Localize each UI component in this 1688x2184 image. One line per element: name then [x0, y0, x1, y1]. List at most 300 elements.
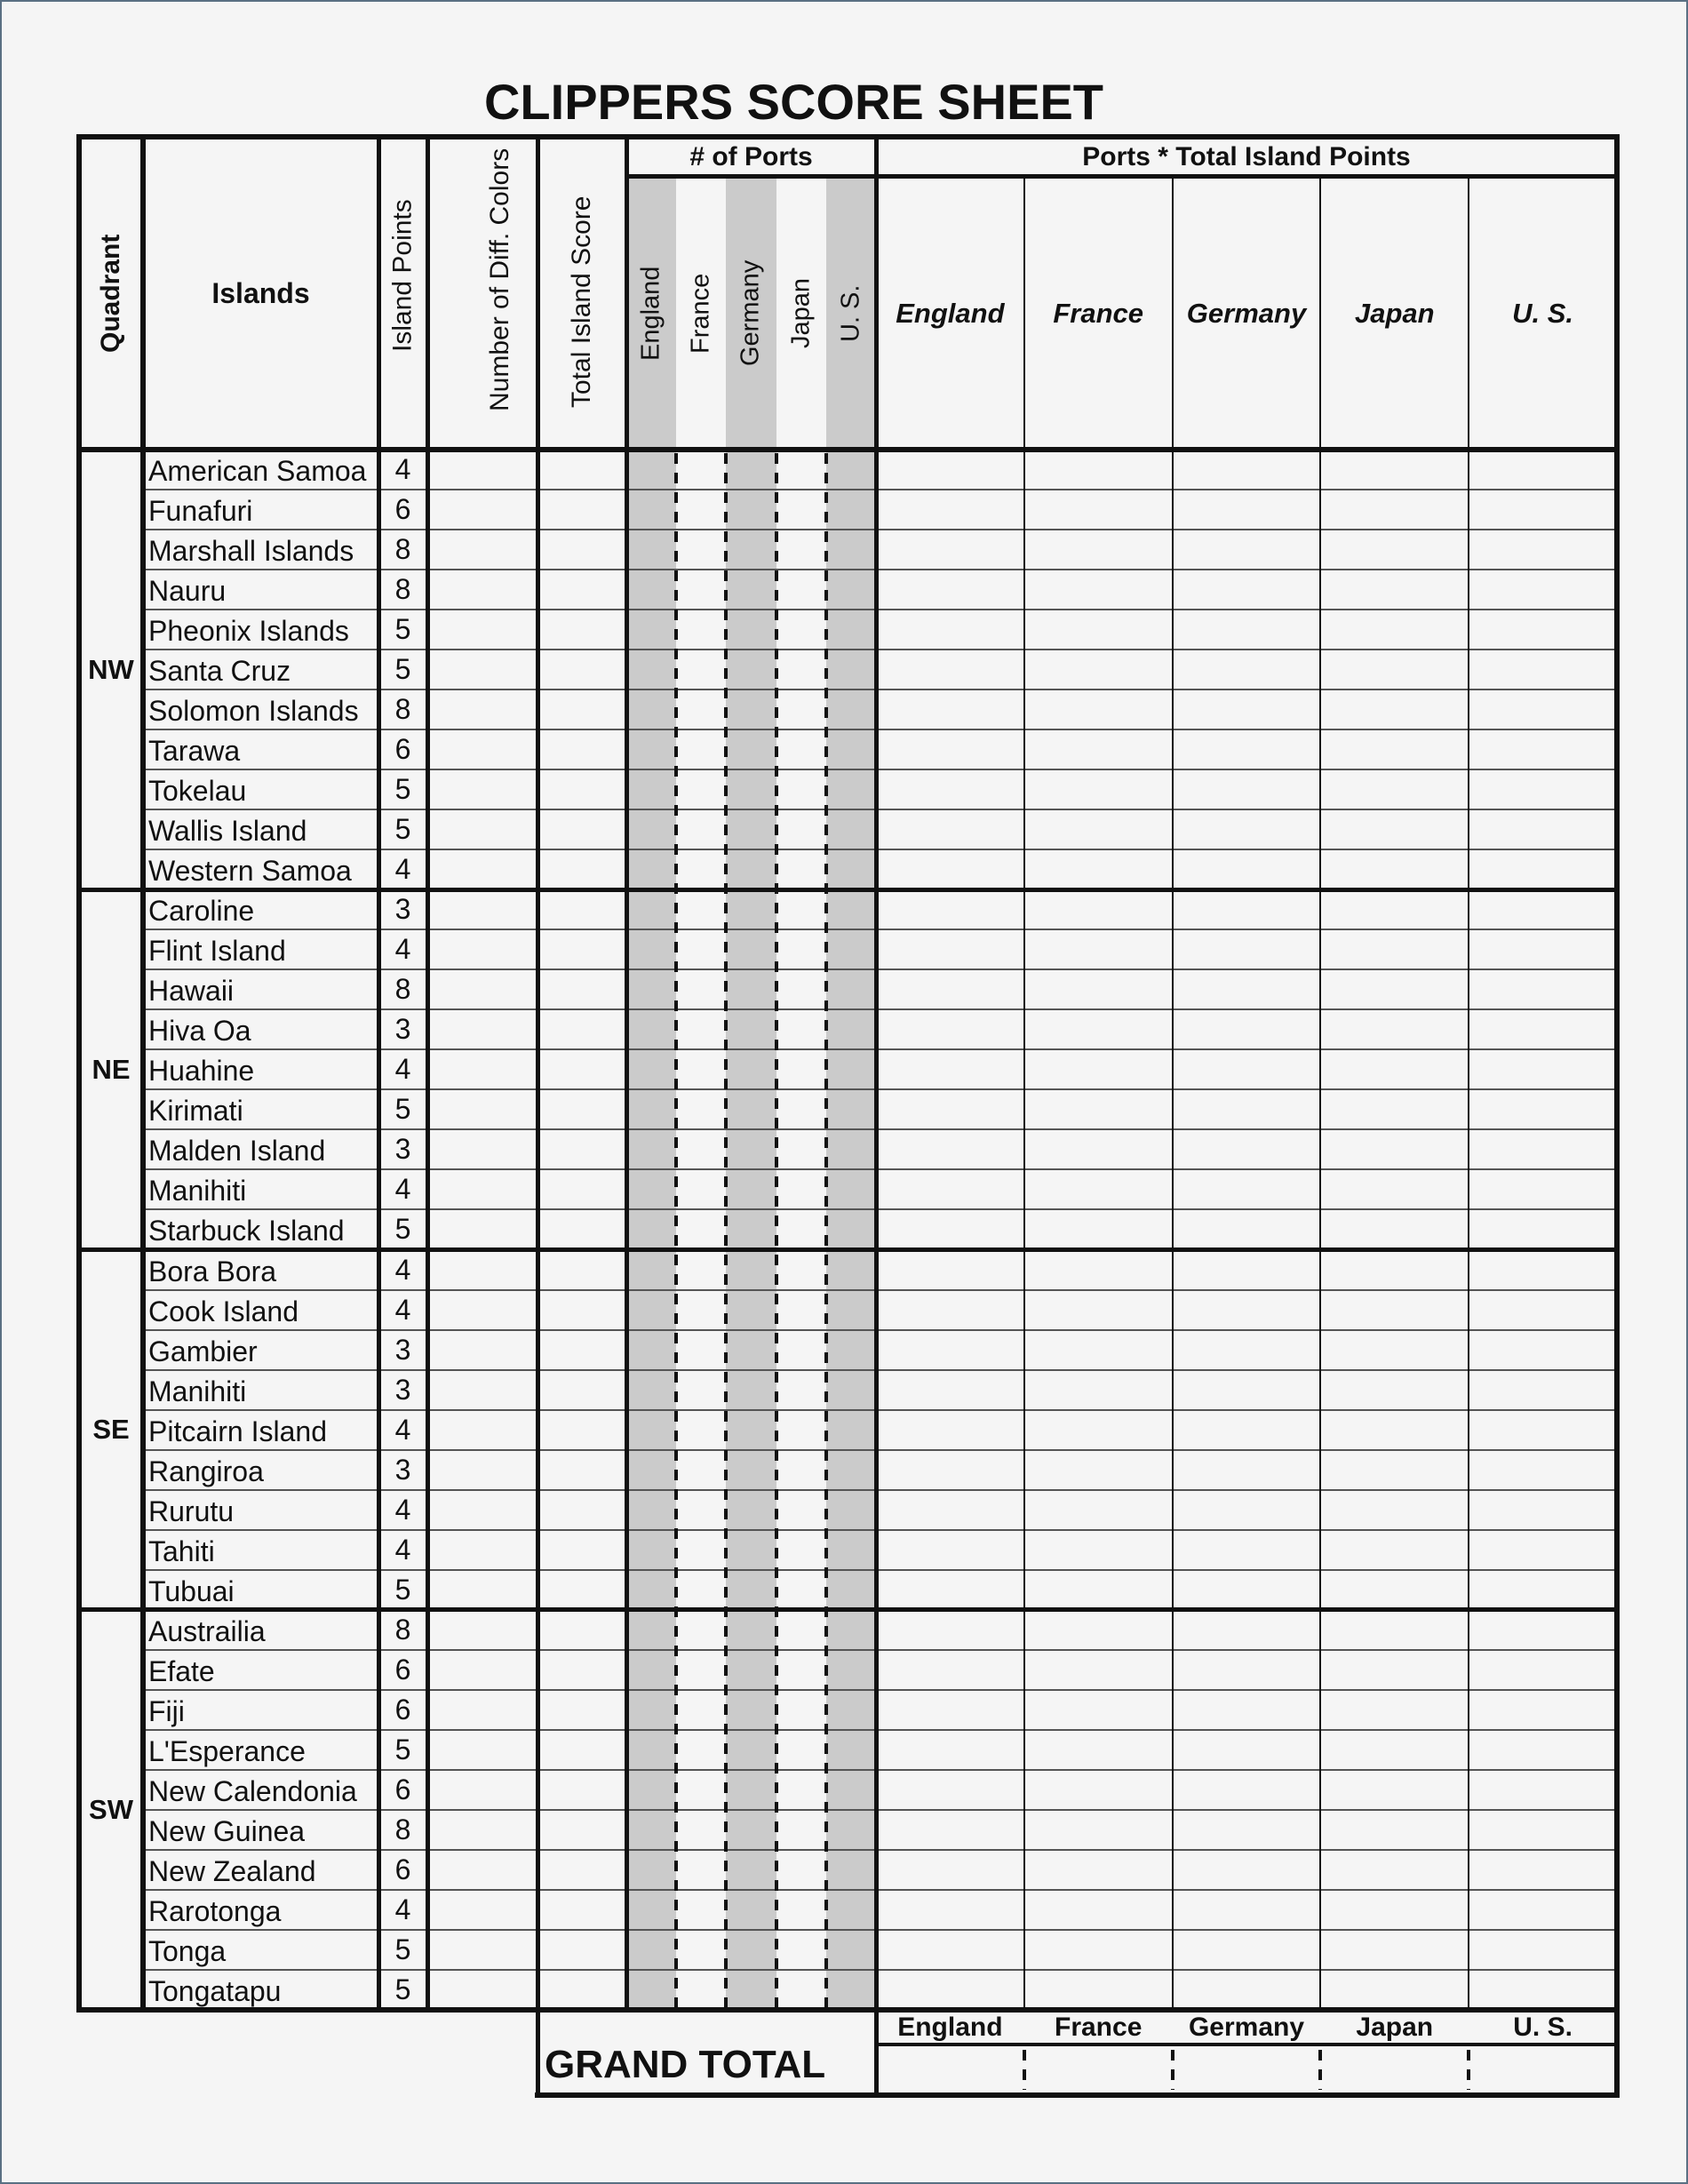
ports-entry-2[interactable]	[726, 1570, 776, 1610]
points-entry-0[interactable]	[876, 1530, 1024, 1570]
total-score-entry[interactable]	[537, 450, 626, 490]
points-entry-3[interactable]	[1320, 809, 1469, 849]
ports-entry-0[interactable]	[626, 1570, 676, 1610]
points-entry-3[interactable]	[1320, 1650, 1469, 1690]
points-entry-2[interactable]	[1173, 610, 1321, 650]
points-entry-0[interactable]	[876, 929, 1024, 969]
ports-entry-3[interactable]	[776, 1730, 826, 1770]
points-entry-3[interactable]	[1320, 1209, 1469, 1249]
ports-entry-4[interactable]	[826, 570, 876, 610]
total-score-entry[interactable]	[537, 1890, 626, 1930]
colors-entry[interactable]	[427, 1610, 537, 1650]
ports-entry-0[interactable]	[626, 1650, 676, 1690]
points-entry-3[interactable]	[1320, 1970, 1469, 2010]
ports-entry-2[interactable]	[726, 450, 776, 490]
ports-entry-3[interactable]	[776, 450, 826, 490]
ports-entry-4[interactable]	[826, 1009, 876, 1049]
ports-entry-0[interactable]	[626, 849, 676, 889]
ports-entry-3[interactable]	[776, 1009, 826, 1049]
points-entry-1[interactable]	[1024, 1129, 1173, 1169]
points-entry-3[interactable]	[1320, 1890, 1469, 1930]
ports-entry-4[interactable]	[826, 1250, 876, 1290]
ports-entry-1[interactable]	[676, 610, 726, 650]
points-entry-1[interactable]	[1024, 1690, 1173, 1730]
ports-entry-1[interactable]	[676, 1370, 726, 1410]
ports-entry-3[interactable]	[776, 689, 826, 729]
ports-entry-1[interactable]	[676, 1570, 726, 1610]
ports-entry-4[interactable]	[826, 1089, 876, 1129]
points-entry-2[interactable]	[1173, 1410, 1321, 1450]
ports-entry-4[interactable]	[826, 1570, 876, 1610]
points-entry-2[interactable]	[1173, 1690, 1321, 1730]
ports-entry-3[interactable]	[776, 1330, 826, 1370]
colors-entry[interactable]	[427, 1810, 537, 1850]
total-score-entry[interactable]	[537, 1970, 626, 2010]
points-entry-0[interactable]	[876, 1410, 1024, 1450]
ports-entry-0[interactable]	[626, 1930, 676, 1970]
colors-entry[interactable]	[427, 929, 537, 969]
points-entry-1[interactable]	[1024, 969, 1173, 1009]
points-entry-1[interactable]	[1024, 1290, 1173, 1330]
ports-entry-1[interactable]	[676, 450, 726, 490]
ports-entry-4[interactable]	[826, 1890, 876, 1930]
ports-entry-0[interactable]	[626, 570, 676, 610]
ports-entry-0[interactable]	[626, 1410, 676, 1450]
ports-entry-4[interactable]	[826, 650, 876, 689]
points-entry-1[interactable]	[1024, 1850, 1173, 1890]
ports-entry-1[interactable]	[676, 1129, 726, 1169]
points-entry-4[interactable]	[1469, 889, 1617, 929]
points-entry-1[interactable]	[1024, 1570, 1173, 1610]
ports-entry-4[interactable]	[826, 1930, 876, 1970]
ports-entry-4[interactable]	[826, 610, 876, 650]
points-entry-3[interactable]	[1320, 1570, 1469, 1610]
ports-entry-2[interactable]	[726, 1770, 776, 1810]
ports-entry-1[interactable]	[676, 1930, 726, 1970]
points-entry-4[interactable]	[1469, 1730, 1617, 1770]
points-entry-4[interactable]	[1469, 610, 1617, 650]
points-entry-2[interactable]	[1173, 1890, 1321, 1930]
ports-entry-3[interactable]	[776, 1610, 826, 1650]
ports-entry-3[interactable]	[776, 1410, 826, 1450]
points-entry-2[interactable]	[1173, 530, 1321, 570]
points-entry-3[interactable]	[1320, 1290, 1469, 1330]
ports-entry-2[interactable]	[726, 1410, 776, 1450]
points-entry-1[interactable]	[1024, 530, 1173, 570]
ports-entry-4[interactable]	[826, 729, 876, 769]
ports-entry-2[interactable]	[726, 849, 776, 889]
points-entry-2[interactable]	[1173, 1209, 1321, 1249]
colors-entry[interactable]	[427, 1850, 537, 1890]
points-entry-3[interactable]	[1320, 1129, 1469, 1169]
points-entry-4[interactable]	[1469, 1330, 1617, 1370]
ports-entry-2[interactable]	[726, 1890, 776, 1930]
ports-entry-1[interactable]	[676, 1690, 726, 1730]
ports-entry-4[interactable]	[826, 809, 876, 849]
points-entry-2[interactable]	[1173, 490, 1321, 530]
points-entry-1[interactable]	[1024, 1370, 1173, 1410]
points-entry-1[interactable]	[1024, 1450, 1173, 1490]
colors-entry[interactable]	[427, 450, 537, 490]
points-entry-3[interactable]	[1320, 769, 1469, 809]
points-entry-1[interactable]	[1024, 570, 1173, 610]
total-score-entry[interactable]	[537, 1810, 626, 1850]
points-entry-4[interactable]	[1469, 1610, 1617, 1650]
points-entry-1[interactable]	[1024, 650, 1173, 689]
points-entry-3[interactable]	[1320, 530, 1469, 570]
points-entry-2[interactable]	[1173, 1650, 1321, 1690]
ports-entry-0[interactable]	[626, 1970, 676, 2010]
ports-entry-3[interactable]	[776, 570, 826, 610]
points-entry-0[interactable]	[876, 1129, 1024, 1169]
points-entry-1[interactable]	[1024, 1610, 1173, 1650]
points-entry-4[interactable]	[1469, 1009, 1617, 1049]
points-entry-0[interactable]	[876, 1370, 1024, 1410]
colors-entry[interactable]	[427, 1209, 537, 1249]
colors-entry[interactable]	[427, 1690, 537, 1730]
ports-entry-0[interactable]	[626, 969, 676, 1009]
ports-entry-1[interactable]	[676, 1890, 726, 1930]
points-entry-2[interactable]	[1173, 1570, 1321, 1610]
points-entry-2[interactable]	[1173, 1330, 1321, 1370]
points-entry-2[interactable]	[1173, 1169, 1321, 1209]
points-entry-0[interactable]	[876, 769, 1024, 809]
points-entry-4[interactable]	[1469, 1089, 1617, 1129]
ports-entry-0[interactable]	[626, 650, 676, 689]
total-score-entry[interactable]	[537, 1730, 626, 1770]
ports-entry-1[interactable]	[676, 1770, 726, 1810]
ports-entry-2[interactable]	[726, 1250, 776, 1290]
ports-entry-4[interactable]	[826, 1330, 876, 1370]
ports-entry-2[interactable]	[726, 1330, 776, 1370]
points-entry-2[interactable]	[1173, 1049, 1321, 1089]
points-entry-0[interactable]	[876, 530, 1024, 570]
points-entry-0[interactable]	[876, 1009, 1024, 1049]
ports-entry-0[interactable]	[626, 729, 676, 769]
points-entry-0[interactable]	[876, 1970, 1024, 2010]
points-entry-4[interactable]	[1469, 1290, 1617, 1330]
points-entry-2[interactable]	[1173, 849, 1321, 889]
ports-entry-3[interactable]	[776, 1250, 826, 1290]
points-entry-2[interactable]	[1173, 1530, 1321, 1570]
ports-entry-0[interactable]	[626, 450, 676, 490]
ports-entry-0[interactable]	[626, 1250, 676, 1290]
ports-entry-1[interactable]	[676, 1450, 726, 1490]
points-entry-1[interactable]	[1024, 929, 1173, 969]
points-entry-2[interactable]	[1173, 1250, 1321, 1290]
points-entry-4[interactable]	[1469, 1690, 1617, 1730]
ports-entry-1[interactable]	[676, 1089, 726, 1129]
points-entry-0[interactable]	[876, 1650, 1024, 1690]
total-score-entry[interactable]	[537, 1530, 626, 1570]
points-entry-1[interactable]	[1024, 1089, 1173, 1129]
points-entry-1[interactable]	[1024, 1970, 1173, 2010]
ports-entry-2[interactable]	[726, 610, 776, 650]
colors-entry[interactable]	[427, 1730, 537, 1770]
ports-entry-4[interactable]	[826, 1690, 876, 1730]
ports-entry-4[interactable]	[826, 1770, 876, 1810]
ports-entry-3[interactable]	[776, 769, 826, 809]
ports-entry-4[interactable]	[826, 929, 876, 969]
ports-entry-4[interactable]	[826, 1650, 876, 1690]
points-entry-3[interactable]	[1320, 1850, 1469, 1890]
points-entry-0[interactable]	[876, 1690, 1024, 1730]
points-entry-1[interactable]	[1024, 1770, 1173, 1810]
ports-entry-1[interactable]	[676, 1169, 726, 1209]
ports-entry-2[interactable]	[726, 1290, 776, 1330]
ports-entry-0[interactable]	[626, 1730, 676, 1770]
points-entry-0[interactable]	[876, 1049, 1024, 1089]
points-entry-4[interactable]	[1469, 490, 1617, 530]
ports-entry-4[interactable]	[826, 490, 876, 530]
grand-total-entry-0[interactable]	[876, 2045, 1024, 2095]
points-entry-2[interactable]	[1173, 1009, 1321, 1049]
ports-entry-0[interactable]	[626, 1009, 676, 1049]
points-entry-4[interactable]	[1469, 689, 1617, 729]
colors-entry[interactable]	[427, 1490, 537, 1530]
colors-entry[interactable]	[427, 729, 537, 769]
points-entry-1[interactable]	[1024, 1490, 1173, 1530]
ports-entry-2[interactable]	[726, 1810, 776, 1850]
ports-entry-1[interactable]	[676, 1490, 726, 1530]
ports-entry-3[interactable]	[776, 650, 826, 689]
points-entry-1[interactable]	[1024, 889, 1173, 929]
colors-entry[interactable]	[427, 650, 537, 689]
ports-entry-2[interactable]	[726, 1169, 776, 1209]
points-entry-4[interactable]	[1469, 1930, 1617, 1970]
total-score-entry[interactable]	[537, 1370, 626, 1410]
points-entry-3[interactable]	[1320, 1049, 1469, 1089]
ports-entry-0[interactable]	[626, 1089, 676, 1129]
ports-entry-2[interactable]	[726, 1370, 776, 1410]
ports-entry-2[interactable]	[726, 1049, 776, 1089]
ports-entry-3[interactable]	[776, 889, 826, 929]
points-entry-4[interactable]	[1469, 1370, 1617, 1410]
ports-entry-0[interactable]	[626, 1490, 676, 1530]
ports-entry-1[interactable]	[676, 969, 726, 1009]
grand-total-entry-3[interactable]	[1320, 2045, 1469, 2095]
points-entry-0[interactable]	[876, 1930, 1024, 1970]
points-entry-3[interactable]	[1320, 1250, 1469, 1290]
points-entry-4[interactable]	[1469, 969, 1617, 1009]
points-entry-2[interactable]	[1173, 769, 1321, 809]
points-entry-2[interactable]	[1173, 1930, 1321, 1970]
ports-entry-0[interactable]	[626, 769, 676, 809]
points-entry-2[interactable]	[1173, 1970, 1321, 2010]
points-entry-3[interactable]	[1320, 1370, 1469, 1410]
points-entry-0[interactable]	[876, 689, 1024, 729]
colors-entry[interactable]	[427, 1129, 537, 1169]
points-entry-2[interactable]	[1173, 1770, 1321, 1810]
ports-entry-3[interactable]	[776, 849, 826, 889]
grand-total-entry-4[interactable]	[1469, 2045, 1617, 2095]
ports-entry-0[interactable]	[626, 1610, 676, 1650]
points-entry-1[interactable]	[1024, 769, 1173, 809]
points-entry-3[interactable]	[1320, 889, 1469, 929]
points-entry-0[interactable]	[876, 610, 1024, 650]
ports-entry-2[interactable]	[726, 530, 776, 570]
ports-entry-0[interactable]	[626, 889, 676, 929]
ports-entry-1[interactable]	[676, 889, 726, 929]
points-entry-0[interactable]	[876, 570, 1024, 610]
ports-entry-2[interactable]	[726, 1730, 776, 1770]
points-entry-0[interactable]	[876, 1490, 1024, 1530]
ports-entry-4[interactable]	[826, 1290, 876, 1330]
colors-entry[interactable]	[427, 1930, 537, 1970]
ports-entry-1[interactable]	[676, 1810, 726, 1850]
total-score-entry[interactable]	[537, 729, 626, 769]
points-entry-4[interactable]	[1469, 530, 1617, 570]
colors-entry[interactable]	[427, 809, 537, 849]
ports-entry-1[interactable]	[676, 769, 726, 809]
points-entry-4[interactable]	[1469, 849, 1617, 889]
ports-entry-4[interactable]	[826, 1490, 876, 1530]
colors-entry[interactable]	[427, 1370, 537, 1410]
points-entry-3[interactable]	[1320, 1169, 1469, 1209]
points-entry-4[interactable]	[1469, 1890, 1617, 1930]
points-entry-3[interactable]	[1320, 1490, 1469, 1530]
ports-entry-0[interactable]	[626, 1129, 676, 1169]
ports-entry-4[interactable]	[826, 1049, 876, 1089]
colors-entry[interactable]	[427, 570, 537, 610]
ports-entry-2[interactable]	[726, 1850, 776, 1890]
ports-entry-2[interactable]	[726, 969, 776, 1009]
ports-entry-1[interactable]	[676, 650, 726, 689]
points-entry-1[interactable]	[1024, 1209, 1173, 1249]
points-entry-1[interactable]	[1024, 1650, 1173, 1690]
total-score-entry[interactable]	[537, 1450, 626, 1490]
total-score-entry[interactable]	[537, 1610, 626, 1650]
ports-entry-3[interactable]	[776, 1770, 826, 1810]
points-entry-2[interactable]	[1173, 450, 1321, 490]
colors-entry[interactable]	[427, 1530, 537, 1570]
points-entry-0[interactable]	[876, 490, 1024, 530]
points-entry-0[interactable]	[876, 1450, 1024, 1490]
total-score-entry[interactable]	[537, 1770, 626, 1810]
colors-entry[interactable]	[427, 1290, 537, 1330]
ports-entry-1[interactable]	[676, 1530, 726, 1570]
ports-entry-3[interactable]	[776, 530, 826, 570]
colors-entry[interactable]	[427, 1049, 537, 1089]
colors-entry[interactable]	[427, 1410, 537, 1450]
points-entry-0[interactable]	[876, 1290, 1024, 1330]
total-score-entry[interactable]	[537, 1570, 626, 1610]
points-entry-4[interactable]	[1469, 1810, 1617, 1850]
points-entry-1[interactable]	[1024, 1250, 1173, 1290]
ports-entry-2[interactable]	[726, 1129, 776, 1169]
total-score-entry[interactable]	[537, 1330, 626, 1370]
points-entry-1[interactable]	[1024, 1009, 1173, 1049]
ports-entry-2[interactable]	[726, 689, 776, 729]
total-score-entry[interactable]	[537, 1690, 626, 1730]
ports-entry-4[interactable]	[826, 1370, 876, 1410]
ports-entry-0[interactable]	[626, 1049, 676, 1089]
points-entry-0[interactable]	[876, 849, 1024, 889]
ports-entry-3[interactable]	[776, 1450, 826, 1490]
total-score-entry[interactable]	[537, 1129, 626, 1169]
ports-entry-0[interactable]	[626, 1330, 676, 1370]
points-entry-3[interactable]	[1320, 849, 1469, 889]
points-entry-4[interactable]	[1469, 1410, 1617, 1450]
ports-entry-2[interactable]	[726, 1089, 776, 1129]
points-entry-2[interactable]	[1173, 809, 1321, 849]
colors-entry[interactable]	[427, 1250, 537, 1290]
ports-entry-0[interactable]	[626, 1530, 676, 1570]
points-entry-3[interactable]	[1320, 1770, 1469, 1810]
ports-entry-3[interactable]	[776, 1490, 826, 1530]
points-entry-4[interactable]	[1469, 729, 1617, 769]
ports-entry-3[interactable]	[776, 1530, 826, 1570]
ports-entry-3[interactable]	[776, 1169, 826, 1209]
ports-entry-2[interactable]	[726, 1490, 776, 1530]
colors-entry[interactable]	[427, 1330, 537, 1370]
ports-entry-2[interactable]	[726, 1650, 776, 1690]
points-entry-1[interactable]	[1024, 1930, 1173, 1970]
ports-entry-4[interactable]	[826, 1410, 876, 1450]
points-entry-4[interactable]	[1469, 570, 1617, 610]
points-entry-4[interactable]	[1469, 1650, 1617, 1690]
ports-entry-2[interactable]	[726, 769, 776, 809]
total-score-entry[interactable]	[537, 650, 626, 689]
ports-entry-2[interactable]	[726, 1970, 776, 2010]
total-score-entry[interactable]	[537, 889, 626, 929]
points-entry-2[interactable]	[1173, 969, 1321, 1009]
colors-entry[interactable]	[427, 1890, 537, 1930]
points-entry-2[interactable]	[1173, 1089, 1321, 1129]
points-entry-2[interactable]	[1173, 1730, 1321, 1770]
colors-entry[interactable]	[427, 1770, 537, 1810]
total-score-entry[interactable]	[537, 1930, 626, 1970]
ports-entry-1[interactable]	[676, 1650, 726, 1690]
points-entry-3[interactable]	[1320, 1009, 1469, 1049]
points-entry-4[interactable]	[1469, 1970, 1617, 2010]
total-score-entry[interactable]	[537, 1169, 626, 1209]
ports-entry-2[interactable]	[726, 1690, 776, 1730]
colors-entry[interactable]	[427, 1650, 537, 1690]
ports-entry-0[interactable]	[626, 929, 676, 969]
points-entry-2[interactable]	[1173, 1290, 1321, 1330]
ports-entry-4[interactable]	[826, 689, 876, 729]
ports-entry-1[interactable]	[676, 1610, 726, 1650]
ports-entry-2[interactable]	[726, 729, 776, 769]
ports-entry-3[interactable]	[776, 1370, 826, 1410]
points-entry-3[interactable]	[1320, 929, 1469, 969]
points-entry-2[interactable]	[1173, 570, 1321, 610]
ports-entry-3[interactable]	[776, 1129, 826, 1169]
total-score-entry[interactable]	[537, 969, 626, 1009]
ports-entry-3[interactable]	[776, 809, 826, 849]
points-entry-0[interactable]	[876, 1570, 1024, 1610]
points-entry-3[interactable]	[1320, 729, 1469, 769]
ports-entry-2[interactable]	[726, 929, 776, 969]
ports-entry-4[interactable]	[826, 1129, 876, 1169]
ports-entry-3[interactable]	[776, 1850, 826, 1890]
points-entry-4[interactable]	[1469, 1169, 1617, 1209]
points-entry-2[interactable]	[1173, 889, 1321, 929]
total-score-entry[interactable]	[537, 1089, 626, 1129]
ports-entry-1[interactable]	[676, 1209, 726, 1249]
colors-entry[interactable]	[427, 689, 537, 729]
points-entry-0[interactable]	[876, 889, 1024, 929]
ports-entry-4[interactable]	[826, 769, 876, 809]
points-entry-4[interactable]	[1469, 450, 1617, 490]
ports-entry-1[interactable]	[676, 929, 726, 969]
total-score-entry[interactable]	[537, 1049, 626, 1089]
points-entry-3[interactable]	[1320, 1610, 1469, 1650]
colors-entry[interactable]	[427, 849, 537, 889]
ports-entry-4[interactable]	[826, 1730, 876, 1770]
ports-entry-3[interactable]	[776, 1650, 826, 1690]
